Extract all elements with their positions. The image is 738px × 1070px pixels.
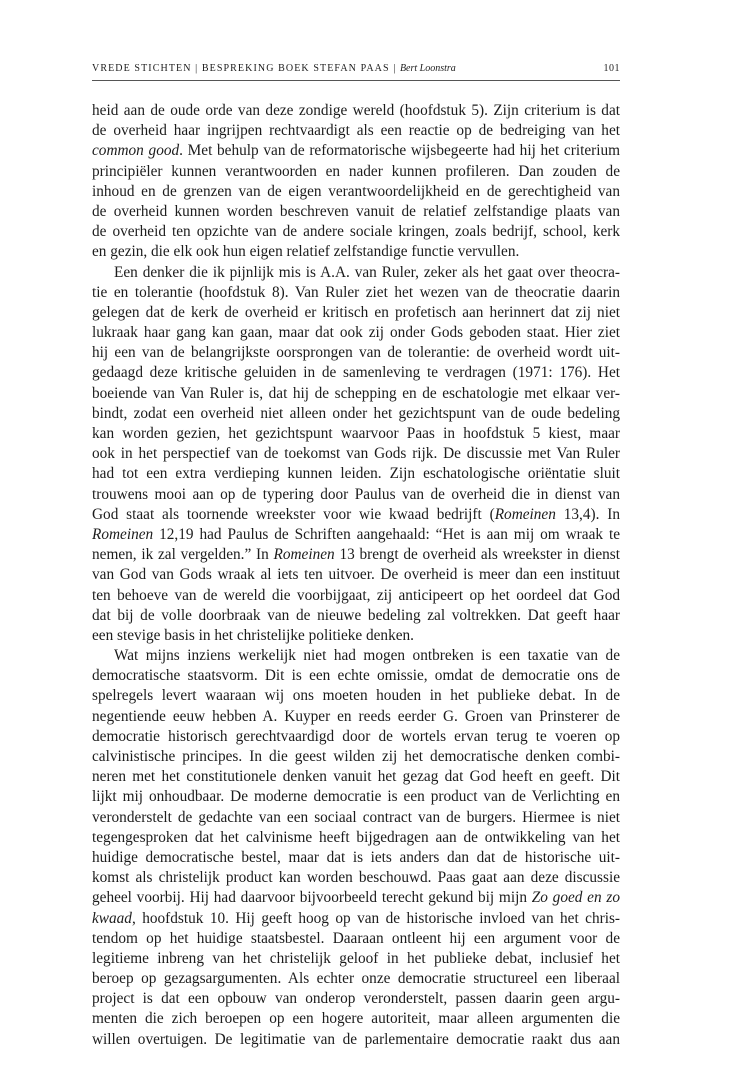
text-line: lijkt mij onhoudbaar. De moderne democratie is een product van de Verlichting en: [92, 788, 620, 806]
text-line: common good. Met behulp van de reformatorische wijsbegeerte had hij het criterium: [92, 142, 620, 160]
text-line: trouwens mooi aan op de typering door Paulus van de overheid die in dienst van: [92, 485, 620, 503]
text-line: had tot een extra verdieping kunnen leiden. Zijn eschatologische oriëntatie sluit: [92, 465, 620, 483]
body-text: [92, 101, 620, 1070]
text-line: en gezin, die elk ook hun eigen relatief zelfstandige functie vervullen.: [92, 243, 520, 261]
paragraph-start-line: Wat mijns inziens werkelijk niet had mogen ontbreken is een taxatie van de: [114, 647, 620, 665]
text-line: gelegen dat de kerk de overheid er kritisch en profetisch aan herinnert dat zij niet: [92, 303, 620, 321]
page-number: 101: [603, 63, 620, 74]
text-line: neren met het constitutionele denken vanuit het gezag dat God heeft en geeft. Dit: [92, 768, 620, 786]
text-line: menten die zich beroepen op een hogere autoriteit, maar alleen argumenten die: [92, 1010, 620, 1028]
text-line: principiëler kunnen verantwoorden en nader kunnen profileren. Dan zouden de: [92, 162, 620, 180]
text-line: project is dat een opbouw van onderop veronderstelt, passen daarin geen argu-: [92, 990, 620, 1008]
running-header: [92, 63, 620, 79]
text-line: kan worden gezien, het gezichtspunt waarvoor Paas in hoofdstuk 5 kiest, maar: [92, 425, 620, 442]
text-line: tendom op het huidige staatsbestel. Daaraan ontleent hij een argument voor de: [92, 929, 620, 947]
text-line: tie en tolerantie (hoofdstuk 8). Van Ruler ziet het wezen van de theocratie daarin: [92, 283, 620, 301]
text-line: lukraak haar gang kan gaan, maar dat ook zij onder Gods geboden staat. Hier ziet: [92, 324, 620, 342]
text-line: ten behoeve van de wereld die voorbijgaat, zij anticipeert op het oordeel dat God: [92, 586, 620, 604]
header-rule: [92, 80, 620, 81]
text-line: heid aan de oude orde van deze zondige wereld (hoofdstuk 5). Zijn criterium is dat: [92, 102, 620, 119]
text-line: ook in het perspectief van de toekomst van Gods rijk. De discussie met Van Ruler: [92, 445, 620, 463]
text-line: [92, 1050, 620, 1070]
text-line: negentiende eeuw hebben A. Kuyper en reeds eerder G. Groen van Prinsterer de: [92, 707, 620, 725]
text-line: huidige democratische bestel, maar dat is iets anders dan dat de historische uit-: [92, 848, 620, 866]
text-line: veronderstelt de gedachte van een sociaal contract van de burgers. Hiermee is niet: [92, 808, 620, 826]
text-line: de overheid ten opzichte van de andere sociale kringen, zoals bedrijf, school, kerk: [92, 223, 620, 241]
running-title-text: VREDE STICHTEN | BESPREKING BOEK STEFAN PAAS |: [92, 63, 400, 74]
text-line: spelregels levert waaraan wij ons moeten houden in het publieke debat. In de: [92, 687, 620, 705]
text-line: democratie historisch gerechtvaardigd door de wortels ervan terug te voeren op: [92, 727, 620, 745]
text-line: boeiende van Van Ruler is, dat hij de schepping en de eschatologie met elkaar ver-: [92, 384, 620, 402]
text-line: bindt, zodat een overheid niet alleen onder het gezichtspunt van de oude bedeling: [92, 404, 620, 422]
text-line: willen overtuigen. De legitimatie van de parlementaire democratie raakt dus aan: [92, 1030, 620, 1048]
text-line: komst als christelijk product kan worden beschouwd. Paas gaat aan deze discussie: [92, 869, 620, 887]
text-line: gedaagd deze kritische geluiden in de samenleving te verdragen (1971: 176). Het: [92, 364, 620, 382]
paragraph-start-line: Een denker die ik pijnlijk mis is A.A. van Ruler, zeker als het gaat over theocra-: [114, 263, 620, 281]
text-line: beroep op gezagsargumenten. Als echter onze democratie structureel een liberaal: [92, 970, 620, 988]
running-title: [92, 63, 456, 74]
text-line: nemen, ik zal vergelden.” In Romeinen 13 brengt de overheid als wreekster in dienst: [92, 546, 620, 564]
text-line: Romeinen 12,19 had Paulus de Schriften aangehaald: “Het is aan mij om wraak te: [92, 525, 620, 543]
text-line: geheel voorbij. Hij had daarvoor bijvoorbeeld terecht gekund bij mijn Zo goed en zo: [92, 889, 620, 907]
text-line: de overheid haar ingrijpen rechtvaardigt als een reactie op de bedreiging van het: [92, 122, 620, 140]
text-line: tegengesproken dat het calvinisme heeft bijgedragen aan de ontwikkeling van het: [92, 828, 620, 846]
text-line: een stevige basis in het christelijke politieke denken.: [92, 626, 414, 644]
header-author: Bert Loonstra: [399, 63, 456, 74]
text-line: democratische staatsvorm. Dit is een echte omissie, omdat de democratie ons de: [92, 667, 620, 685]
text-line: inhoud en de grenzen van de eigen verantwoordelijkheid en de gerechtigheid van: [92, 182, 620, 200]
text-line: de overheid kunnen worden beschreven vanuit de relatief zelfstandige plaats van: [92, 202, 620, 220]
text-line: God staat als toornende wreekster voor wie kwaad bedrijft (Romeinen 13,4). In: [92, 505, 620, 523]
text-line: legitieme inbreng van het christelijk geloof in het publieke debat, inclusief het: [92, 949, 620, 967]
text-line: hij een van de belangrijkste oorsprongen van de tolerantie: de overheid wordt uit-: [92, 344, 620, 362]
text-line: kwaad, hoofdstuk 10. Hij geeft hoog op van de historische invloed van het chris-: [92, 909, 620, 927]
text-line: dat bij de volle doorbraak van de nieuwe bedeling zal voltrekken. Dat geeft haar: [92, 606, 620, 624]
text-line: calvinistische principes. In die geest wilden zij het democratische denken combi-: [92, 748, 620, 765]
text-line: van God van Gods wraak al iets ten uitvoer. De overheid is meer dan een instituut: [92, 566, 620, 584]
